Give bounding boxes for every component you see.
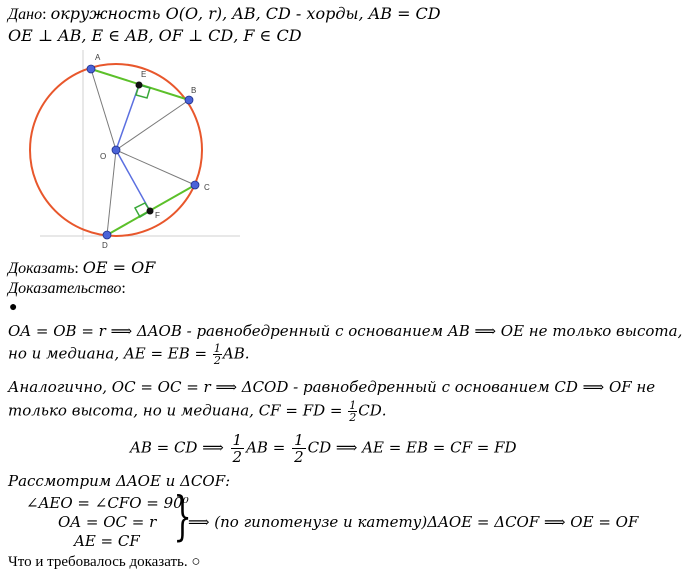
given-label: Дано — [8, 6, 43, 23]
point-F — [147, 208, 154, 215]
label-O: O — [100, 152, 107, 161]
perpendicular-OF — [116, 150, 150, 211]
given-line-1: Дано: окружность 𝑂(𝑂, 𝑟), 𝐴𝐵, 𝐶𝐷 - хорды, 𝐴𝐵 = 𝐶𝐷 — [8, 4, 441, 23]
point-D — [103, 231, 111, 239]
label-A: A — [95, 53, 101, 62]
proof-heading: Доказательство: — [8, 280, 126, 297]
system-line-2: 𝑂𝐴 = 𝑂𝐶 = 𝑟 — [58, 513, 157, 531]
prove-line: Доказать: 𝑂𝐸 = 𝑂𝐹 — [8, 258, 156, 277]
label-F: F — [155, 211, 160, 220]
system-line-1: ∠𝐴𝐸𝑂 = ∠𝐶𝐹𝑂 = 90⁰ — [26, 494, 189, 512]
conclusion-line: ⟹ (по гипотенузе и катету)Δ𝐴𝑂𝐸 = Δ𝐶𝑂𝐹 ⟹ 𝑂𝐸 = 𝑂𝐹 — [188, 513, 639, 531]
radius-OA — [91, 69, 116, 150]
fraction-half-large: $\frac{1}{2}$ — [232, 431, 243, 466]
system-line-3: 𝐴𝐸 = 𝐶𝐹 — [74, 532, 140, 550]
point-A — [87, 65, 95, 73]
proof-bullet: ● — [9, 300, 18, 315]
fraction-half: $\frac{1}{2}$ — [213, 342, 221, 367]
radius-OB — [116, 100, 189, 150]
fraction-half-large: $\frac{1}{2}$ — [294, 431, 304, 466]
given-text-1: окружность 𝑂(𝑂, 𝑟), 𝐴𝐵, 𝐶𝐷 - хорды, 𝐴𝐵 = 𝐶𝐷 — [50, 4, 441, 23]
proof-end: Что и требовалось доказать. ○ — [8, 554, 201, 570]
proof-paragraph-1b: но и медиана, 𝐴𝐸 = 𝐸𝐵 = $\frac{1}{2}$ 𝐴𝐵. — [8, 342, 250, 367]
proof-paragraph-2b: только высота, но и медиана, 𝐶𝐹 = 𝐹𝐷 = $\frac{1}{2}$ 𝐶𝐷. — [8, 399, 387, 424]
label-D: D — [102, 241, 108, 250]
consider-line: Рассмотрим Δ𝐴𝑂𝐸 и Δ𝐶𝑂𝐹: — [8, 472, 231, 490]
proof-paragraph-1a: 𝑂𝐴 = 𝑂𝐵 = 𝑟 ⟹ Δ𝐴𝑂𝐵 - равнобедренный с основанием 𝐴𝐵 ⟹ 𝑂𝐸 не только высота, — [8, 322, 682, 340]
label-E: E — [141, 70, 147, 79]
proof-label: Доказательство — [8, 280, 122, 297]
radius-OD — [107, 150, 116, 235]
proof-paragraph-2a: Аналогично, 𝑂𝐶 = 𝑂𝐶 = 𝑟 ⟹ Δ𝐶𝑂𝐷 - равнобедренный с основанием 𝐶𝐷 ⟹ 𝑂𝐹 не — [8, 378, 656, 396]
point-C — [191, 181, 199, 189]
fraction-half: $\frac{1}{2}$ — [349, 399, 357, 424]
label-B: B — [191, 86, 197, 95]
equation-chain: 𝐴𝐵 = 𝐶𝐷 ⟹ $\frac{1}{2}$ 𝐴𝐵 = $\frac{1}{2}$ 𝐶𝐷 ⟹ 𝐴𝐸 = 𝐸𝐵 = 𝐶𝐹 = 𝐹𝐷 — [130, 431, 517, 466]
system-brace: } — [173, 487, 192, 547]
label-C: C — [204, 183, 210, 192]
prove-label: Доказать — [8, 260, 75, 277]
point-O — [112, 146, 120, 154]
given-line-2: 𝑂𝐸 ⊥ 𝐴𝐵, 𝐸 ∈ 𝐴𝐵, 𝑂𝐹 ⊥ 𝐶𝐷, 𝐹 ∈ 𝐶𝐷 — [8, 26, 302, 45]
point-E — [136, 82, 143, 89]
prove-statement: 𝑂𝐸 = 𝑂𝐹 — [82, 258, 156, 277]
radius-OC — [116, 150, 195, 185]
point-B — [185, 96, 193, 104]
geometry-figure — [0, 40, 260, 260]
